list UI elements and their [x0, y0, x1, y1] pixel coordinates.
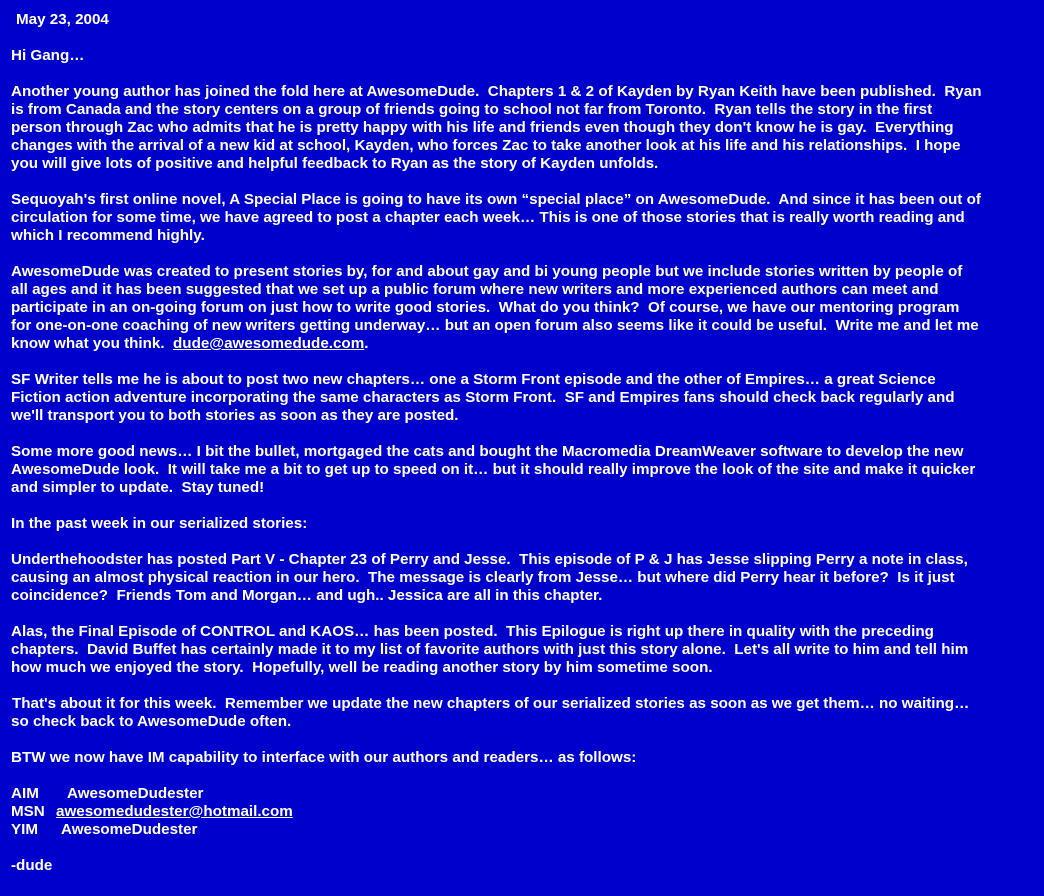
text-line: Sequoyah's first online novel, A Special Place is going to have its own “special place” on AwesomeDude. And since it has been out of [11, 191, 981, 208]
greeting: Hi Gang… [11, 47, 85, 64]
text-line: Fiction action adventure incorporating the same characters as Storm Front. SF and Empires fans should check back regularly and [11, 389, 955, 406]
im-intro: BTW we now have IM capability to interface with our authors and readers… as follows: [11, 749, 637, 766]
text-line: AwesomeDude look. It will take me a bit to get up to speed on it… but it should really improve the look of the site and make it quicker [11, 461, 976, 478]
msn-email-link[interactable]: awesomedudester@hotmail.com [56, 803, 293, 820]
aim-label: AIM [11, 785, 39, 802]
serialized-heading: In the past week in our serialized stories: [11, 515, 308, 532]
text-line: chapters. David Buffet has certainly made it to my list of favorite authors with just this story alone. Let's all write to him and tell him [11, 641, 969, 658]
text-line: which I recommend highly. [11, 227, 205, 244]
text-line: we'll transport you to both stories as soon as they are posted. [11, 407, 459, 424]
text-line: is from Canada and the story centers on a group of friends going to school not far from Toronto. Ryan tells the story in the first [11, 101, 933, 118]
text-line [11, 335, 368, 353]
text-line: Underthehoodster has posted Part V - Chapter 23 of Perry and Jesse. This episode of P & J has Jesse slipping Perry a note in class, [11, 551, 968, 568]
text-line: circulation for some time, we have agreed to post a chapter each week… This is one of those stories that is really worth reading and [11, 209, 965, 226]
email-link[interactable]: dude@awesomedude.com [173, 335, 365, 352]
text-line: That's about it for this week. Remember we update the new chapters of our serialized stories as soon as we get them… no waiting… [12, 695, 970, 712]
text-line: causing an almost physical reaction in our hero. The message is clearly from Jesse… but where did Perry hear it before? Is it just [11, 569, 955, 586]
text-line: Alas, the Final Episode of CONTROL and KAOS… has been posted. This Epilogue is right up there in quality with the preceding [11, 623, 934, 640]
text-line: AwesomeDude was created to present stories by, for and about gay and bi young people but we include stories written by people of [11, 263, 963, 280]
text-line: Some more good news… I bit the bullet, mortgaged the cats and bought the Macromedia DreamWeaver software to develop the new [11, 443, 964, 460]
text-line: so check back to AwesomeDude often. [11, 713, 292, 730]
post-date: May 23, 2004 [16, 11, 109, 28]
text-line: Another young author has joined the fold here at AwesomeDude. Chapters 1 & 2 of Kayden by Ryan Keith have been published. Ryan [11, 83, 982, 100]
msn-label: MSN [11, 803, 45, 820]
text-line: for one-on-one coaching of new writers getting underway… but an open forum also seems like it could be useful. Write me and let me [11, 317, 979, 334]
text-fragment: know what you think. [11, 335, 174, 352]
text-line: coincidence? Friends Tom and Morgan… and ugh.. Jessica are all in this chapter. [11, 587, 603, 604]
text-line: and simpler to update. Stay tuned! [11, 479, 265, 496]
text-line: all ages and it has been suggested that we set up a public forum where new writers and more experienced authors can meet and [11, 281, 939, 298]
signature: -dude [11, 857, 53, 874]
text-line: changes with the arrival of a new kid at school, Kayden, who forces Zac to take another look at his life and his relationships. I hope [11, 137, 961, 154]
yim-handle: AwesomeDudester [61, 821, 198, 838]
aim-handle: AwesomeDudester [67, 785, 204, 802]
yim-label: YIM [11, 821, 39, 838]
text-line: how much we enjoyed the story. Hopefully, well be reading another story by him sometime soon. [11, 659, 713, 676]
text-fragment: . [364, 335, 369, 352]
text-line: SF Writer tells me he is about to post two new chapters… one a Storm Front episode and the other of Empires… a great Science [11, 371, 936, 388]
text-line: participate in an on-going forum on just how to write good stories. What do you think? Of course, we have our mentoring program [11, 299, 960, 316]
text-line: person through Zac who admits that he is pretty happy with his life and friends even though they don't know he is gay. Everything [11, 119, 954, 136]
text-line: you will give lots of positive and helpful feedback to Ryan as the story of Kayden unfolds. [11, 155, 659, 172]
